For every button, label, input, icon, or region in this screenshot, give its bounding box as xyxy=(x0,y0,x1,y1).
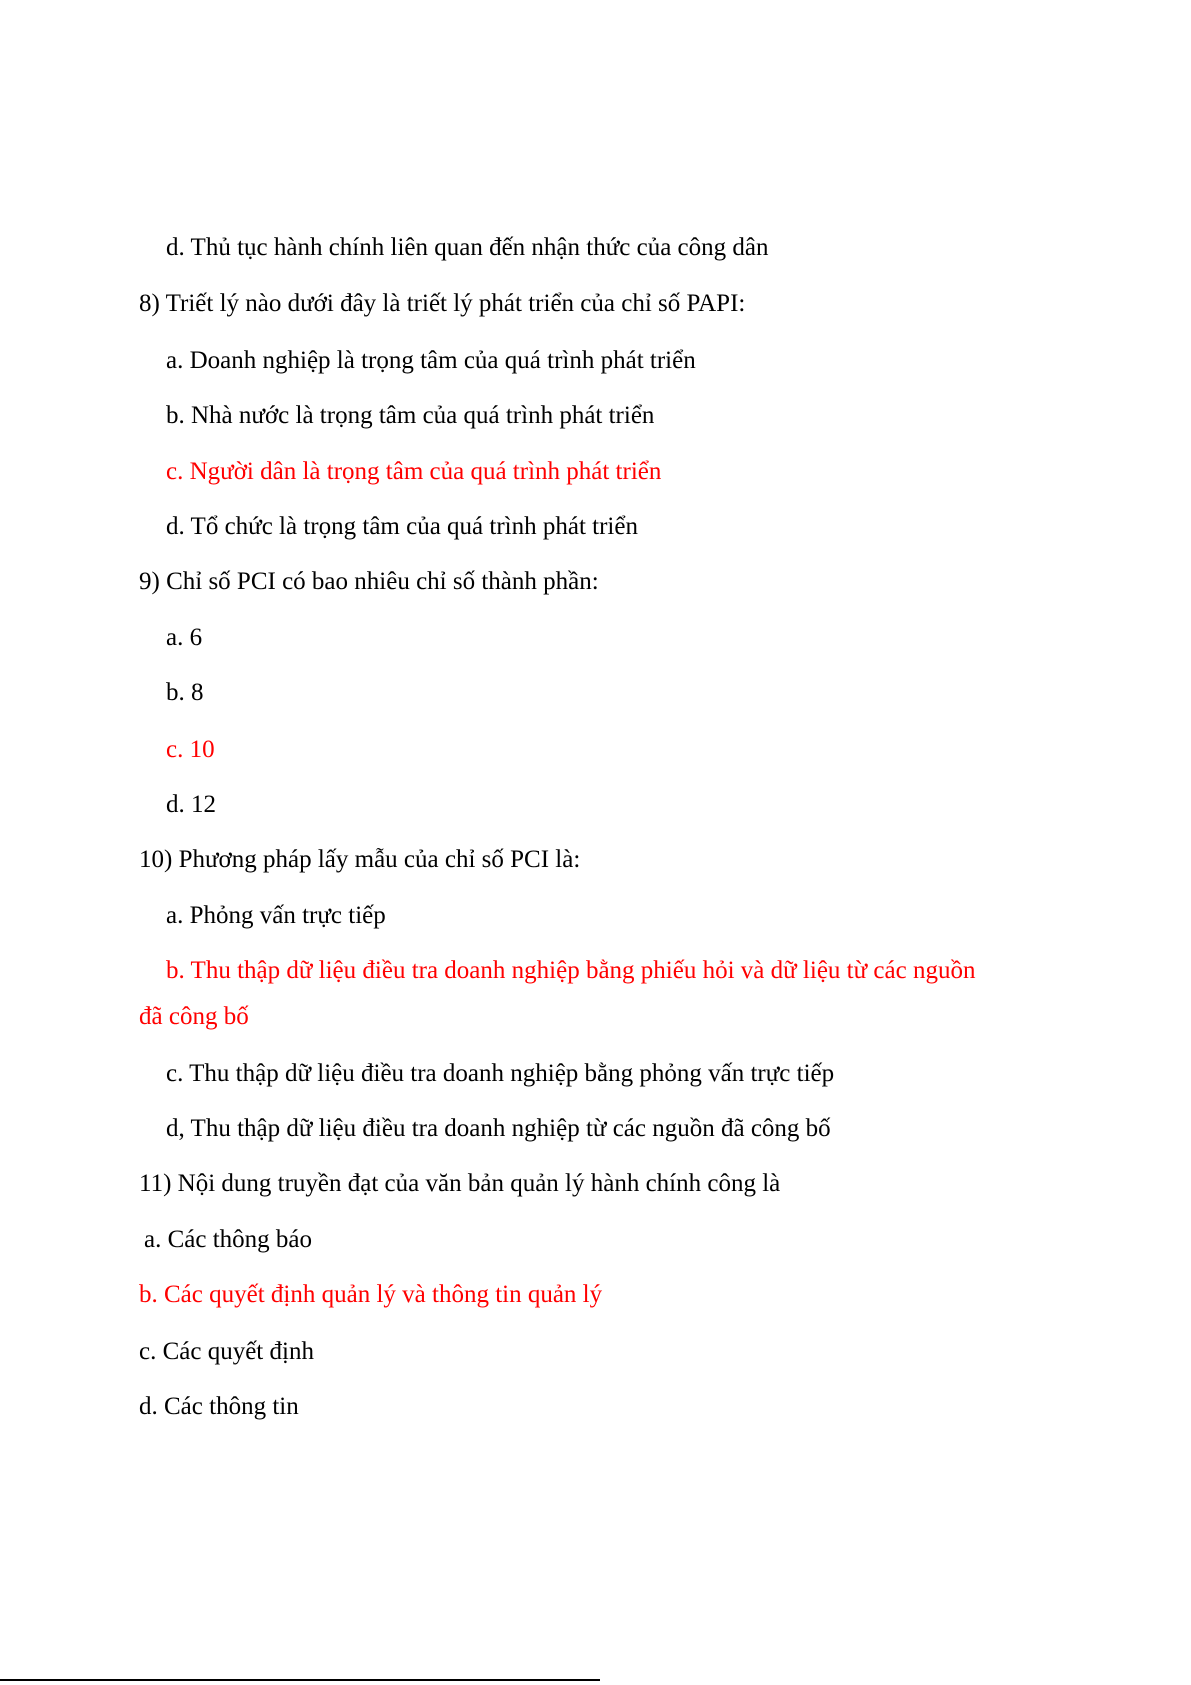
q7-option-d: d. Thủ tục hành chính liên quan đến nhận thức của công dân xyxy=(166,234,769,261)
q11-option-d: d. Các thông tin xyxy=(139,1393,299,1420)
q8-option-b: b. Nhà nước là trọng tâm của quá trình phát triển xyxy=(166,402,655,429)
question-9: 9) Chỉ số PCI có bao nhiêu chỉ số thành phần: xyxy=(139,568,599,595)
q10-option-d: d, Thu thập dữ liệu điều tra doanh nghiệp từ các nguồn đã công bố xyxy=(166,1115,831,1142)
q10-option-b-correct-continued: đã công bố xyxy=(139,1003,249,1030)
q10-option-a: a. Phỏng vấn trực tiếp xyxy=(166,902,386,929)
q8-option-a: a. Doanh nghiệp là trọng tâm của quá trình phát triển xyxy=(166,347,696,374)
q11-option-c: c. Các quyết định xyxy=(139,1338,314,1365)
question-10: 10) Phương pháp lấy mẫu của chỉ số PCI là: xyxy=(139,846,581,873)
question-8: 8) Triết lý nào dưới đây là triết lý phát triển của chỉ số PAPI: xyxy=(139,290,746,317)
q9-option-b: b. 8 xyxy=(166,679,204,706)
q9-option-c-correct: c. 10 xyxy=(166,736,215,763)
q8-option-d: d. Tổ chức là trọng tâm của quá trình phát triển xyxy=(166,513,638,540)
q9-option-d: d. 12 xyxy=(166,791,216,818)
q11-option-a: a. Các thông báo xyxy=(144,1226,313,1253)
q9-option-a: a. 6 xyxy=(166,624,203,651)
question-11: 11) Nội dung truyền đạt của văn bản quản lý hành chính công là xyxy=(139,1170,781,1197)
q8-option-c-correct: c. Người dân là trọng tâm của quá trình phát triển xyxy=(166,458,662,485)
page-bottom-rule xyxy=(0,1679,600,1681)
q10-option-b-correct: b. Thu thập dữ liệu điều tra doanh nghiệp bằng phiếu hỏi và dữ liệu từ các nguồn xyxy=(166,957,976,984)
q11-option-b-correct: b. Các quyết định quản lý và thông tin quản lý xyxy=(139,1281,603,1308)
q10-option-c: c. Thu thập dữ liệu điều tra doanh nghiệp bằng phỏng vấn trực tiếp xyxy=(166,1060,835,1087)
